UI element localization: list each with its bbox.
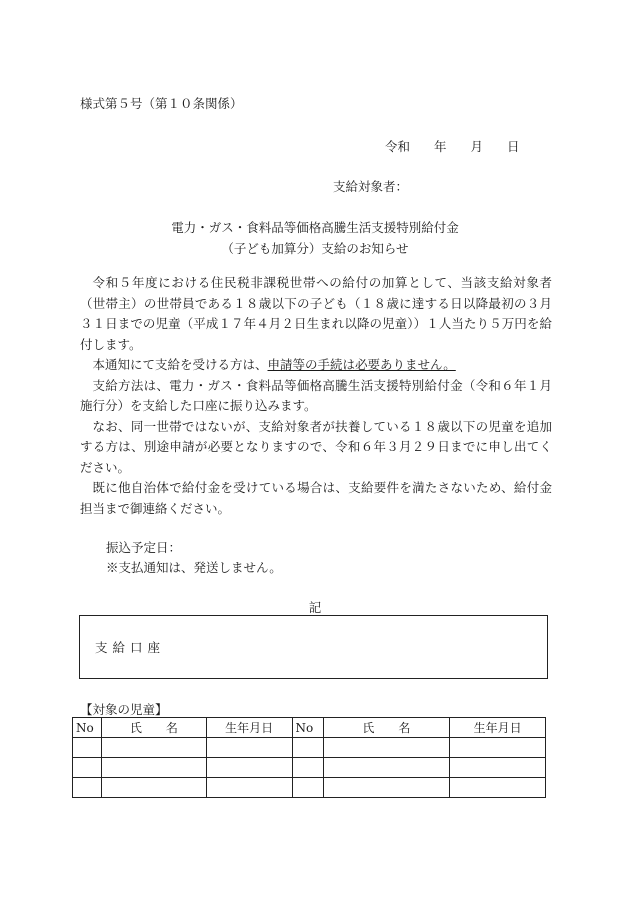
no-application-prefix: 本通知にて支給を受ける方は、 <box>92 357 268 372</box>
form-number: 様式第５号（第１０条関係） <box>80 96 243 111</box>
table-cell <box>450 758 546 778</box>
table-cell <box>101 738 206 758</box>
table-cell <box>323 738 450 758</box>
account-box <box>79 615 548 679</box>
paragraph-benefit: 令和５年度における住民税非課税世帯への給付の加算として、当該支給対象者（世帯主）の世帯員である１８歳以下の子ども（１８歳に達する日以降最初の３月３１日までの児童（平成１７年４月２日生まれ以降の児童））１人当たり５万円を給付します。 <box>80 275 552 352</box>
payment-notice-note: ※支払通知は、発送しません。 <box>106 560 282 575</box>
transfer-date-label: 振込予定日： <box>106 540 182 555</box>
header-no: No <box>292 718 323 738</box>
table-cell <box>101 778 206 798</box>
table-row <box>73 778 546 798</box>
date-year: 年 <box>434 139 447 154</box>
paragraph-payment-method: 支給方法は、電力・ガス・食料品等価格高騰生活支援特別給付金（令和６年１月施行分）を支給した口座に振り込みます。 <box>80 377 552 413</box>
paragraph-no-application <box>80 355 552 376</box>
transfer-info <box>106 538 282 578</box>
recipient-label: 支給対象者： <box>333 179 409 194</box>
table-cell <box>450 778 546 798</box>
title-line-1: 電力・ガス・食料品等価格高騰生活支援特別給付金 <box>171 220 459 235</box>
table-cell <box>206 758 292 778</box>
children-table <box>72 717 546 798</box>
date-line <box>385 137 520 155</box>
table-cell <box>73 738 102 758</box>
table-cell <box>323 778 450 798</box>
account-label: 支給口座 <box>95 640 166 655</box>
table-cell <box>292 758 323 778</box>
paragraph-additional-children: なお、同一世帯ではないが、支給対象者が扶養している１８歳以下の児童を追加する方は、別途申請が必要となりますので、令和６年３月２９日までに申し出てください。 <box>80 418 552 475</box>
children-heading: 【対象の児童】 <box>80 702 168 717</box>
table-cell <box>206 738 292 758</box>
no-application-emphasis: 申請等の手続は必要ありません。 <box>267 357 456 372</box>
notice-body <box>80 273 552 519</box>
table-row <box>73 758 546 778</box>
date-day: 日 <box>507 139 520 154</box>
date-month: 月 <box>470 139 484 154</box>
header-no: No <box>73 718 102 738</box>
table-cell <box>323 758 450 778</box>
header-birthdate: 生年月日 <box>206 718 292 738</box>
date-era: 令和 <box>385 139 411 154</box>
table-cell <box>450 738 546 758</box>
table-cell <box>206 778 292 798</box>
table-cell <box>73 758 102 778</box>
table-cell <box>101 758 206 778</box>
table-cell <box>292 778 323 798</box>
table-row <box>73 738 546 758</box>
ki-heading: 記 <box>308 600 322 615</box>
paragraph-other-municipality: 既に他自治体で給付金を受けている場合は、支給要件を満たさないため、給付金担当まで御連絡ください。 <box>80 480 552 516</box>
table-cell <box>73 778 102 798</box>
header-name: 氏 名 <box>101 718 206 738</box>
header-birthdate: 生年月日 <box>450 718 546 738</box>
table-header-row <box>73 718 546 738</box>
table-cell <box>292 738 323 758</box>
header-name: 氏 名 <box>323 718 450 738</box>
title-line-2: （子ども加算分）支給のお知らせ <box>221 241 409 256</box>
